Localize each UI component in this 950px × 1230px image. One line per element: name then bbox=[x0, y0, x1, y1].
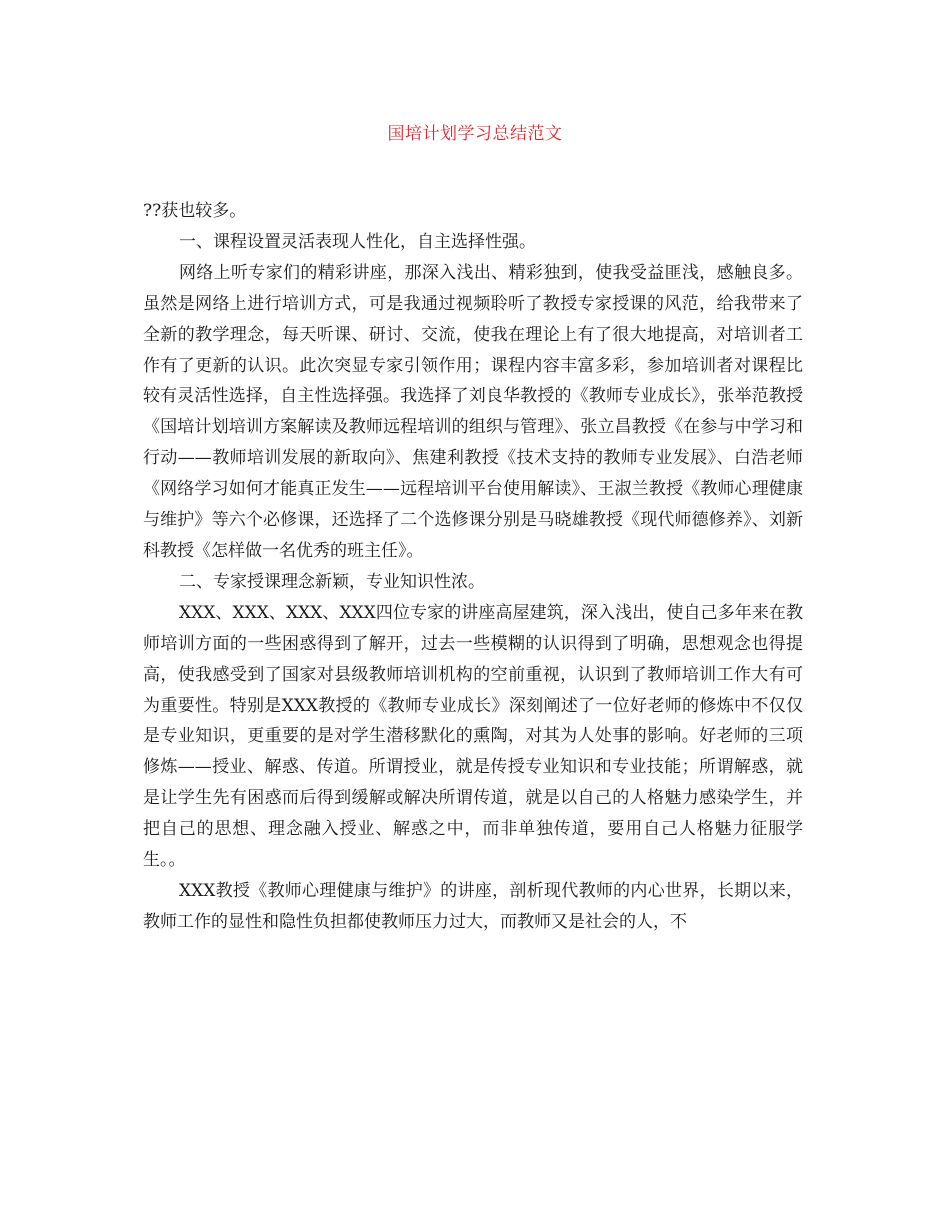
paragraph-course-selection: 网络上听专家们的精彩讲座，那深入浅出、精彩独到，使我受益匪浅，感触良多。虽然是网络上进行培训方式，可是我通过视频聆听了教授专家授课的风范，给我带来了全新的教学理念，每天听课、研讨、交流，使我在理论上有了很大地提高，对培训者工作有了更新的认识。此次突显专家引领作用；课程内容丰富多彩，参加培训者对课程比较有灵活性选择，自主性选择强。我选择了刘良华教授的《教师专业成长》，张举范教授《国培计划培训方案解读及教师远程培训的组织与管理》、张立昌教授《在参与中学习和行动——教师培训发展的新取向》、焦建利教授《技术支持的教师专业发展》、白浩老师《网络学习如何才能真正发生——远程培训平台使用解读》、王淑兰教授《教师心理健康与维护》等六个必修课，还选择了二个选修课分别是马晓雄教授《现代师德修养》、刘新科教授《怎样做一名优秀的班主任》。 bbox=[143, 262, 803, 561]
paragraph-psychology-lecture: XXX教授《教师心理健康与维护》的讲座，剖析现代教师的内心世界，长期以来，教师工作的显性和隐性负担都使教师压力过大，而教师又是社会的人，不 bbox=[143, 880, 803, 932]
paragraph-continuation: ??获也较多。 bbox=[143, 201, 247, 221]
paragraph-expert-lectures: XXX、XXX、XXX、XXX四位专家的讲座高屋建筑，深入浅出，使自己多年来在教师培训方面的一些困惑得到了解开，过去一些模糊的认识得到了明确，思想观念也得提高，使我感受到了国家对县级教师培训机构的空前重视，认识到了教师培训工作大有可为重要性。特别是XXX教授的《教师专业成长》深刻阐述了一位好老师的修炼中不仅仅是专业知识，更重要的是对学生潜移默化的熏陶，对其为人处事的影响。好老师的三项修炼——授业、解惑、传道。所谓授业，就是传授专业知识和专业技能；所谓解惑，就是让学生先有困惑而后得到缓解或解决所谓传道，就是以自己的人格魅力感染学生，并把自己的思想、理念融入授业、解惑之中，而非单独传道，要用自己人格魅力征服学生。。 bbox=[143, 602, 803, 871]
document-title: 国培计划学习总结范文 bbox=[387, 124, 563, 144]
section-heading-2: 二、专家授课理念新颖，专业知识性浓。 bbox=[179, 571, 485, 592]
document-body bbox=[143, 196, 803, 938]
section-heading-1: 一、课程设置灵活表现人性化，自主选择性强。 bbox=[179, 231, 536, 252]
